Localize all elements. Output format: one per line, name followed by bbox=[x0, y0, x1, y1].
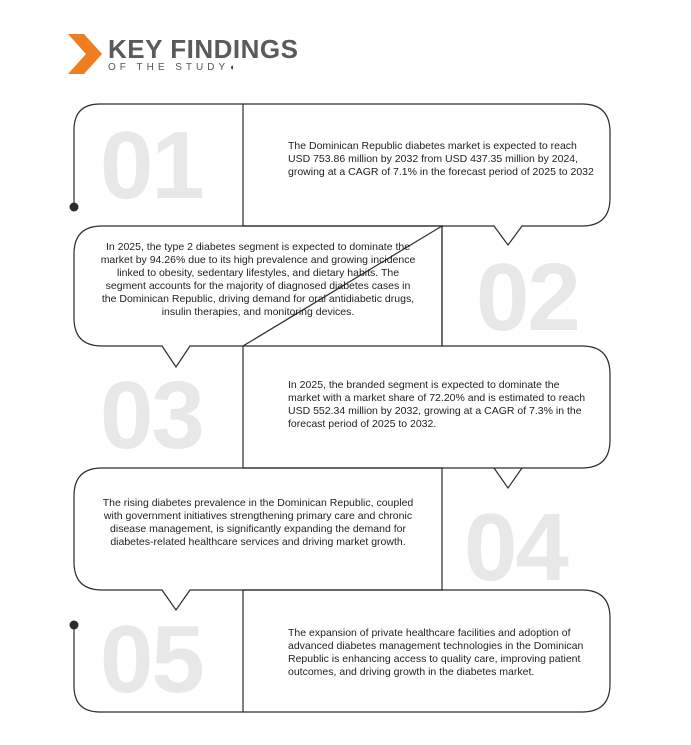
connector-dot-bottom bbox=[70, 621, 79, 630]
connector-dot-top bbox=[70, 203, 79, 212]
finding-text-05: The expansion of private healthcare facilities and adoption of advanced diabetes management technologies in the Dominican Republic is enhancing access to quality care, improving patient outcomes, and driving growth in the diabetes market. bbox=[288, 627, 584, 678]
page-subtitle-text: OF THE STUDY bbox=[108, 62, 230, 73]
finding-text-03: In 2025, the branded segment is expected to dominate the market with a market share of 72.20% and is estimated to reach USD 552.34 million by 2032, growing at a CAGR of 7.3% in the forecast period of 2025 to 2032. bbox=[288, 379, 586, 430]
finding-text-02: In 2025, the type 2 diabetes segment is expected to dominate the market by 94.26% due to its high prevalence and growing incidence linked to obesity, sedentary lifestyles, and dietary habits. The segment accounts for the majority of diagnosed diabetes cases in the Dominican Republic, driving demand for oral antidiabetic drugs, insulin therapies, and monitoring devices. bbox=[100, 241, 416, 318]
finding-number-03: 03 bbox=[100, 362, 203, 469]
finding-number-05: 05 bbox=[100, 606, 203, 713]
finding-number-04: 04 bbox=[464, 494, 567, 601]
page-title: KEY FINDINGS bbox=[108, 34, 299, 64]
bubble-3-pointer bbox=[494, 468, 522, 488]
moon-icon: ◖ bbox=[229, 62, 235, 72]
finding-text-01: The Dominican Republic diabetes market is expected to reach USD 753.86 million by 2032 from USD 437.35 million by 2024, growing at a CAGR of 7.1% in the forecast period of 2025 to 2032 bbox=[288, 140, 594, 178]
finding-text-04: The rising diabetes prevalence in the Dominican Republic, coupled with government initiatives strengthening primary care and chronic disease management, is significantly expanding the demand for diabetes-related healthcare services and driving market growth. bbox=[102, 497, 414, 548]
finding-number-02: 02 bbox=[476, 244, 579, 351]
finding-number-01: 01 bbox=[100, 112, 203, 219]
